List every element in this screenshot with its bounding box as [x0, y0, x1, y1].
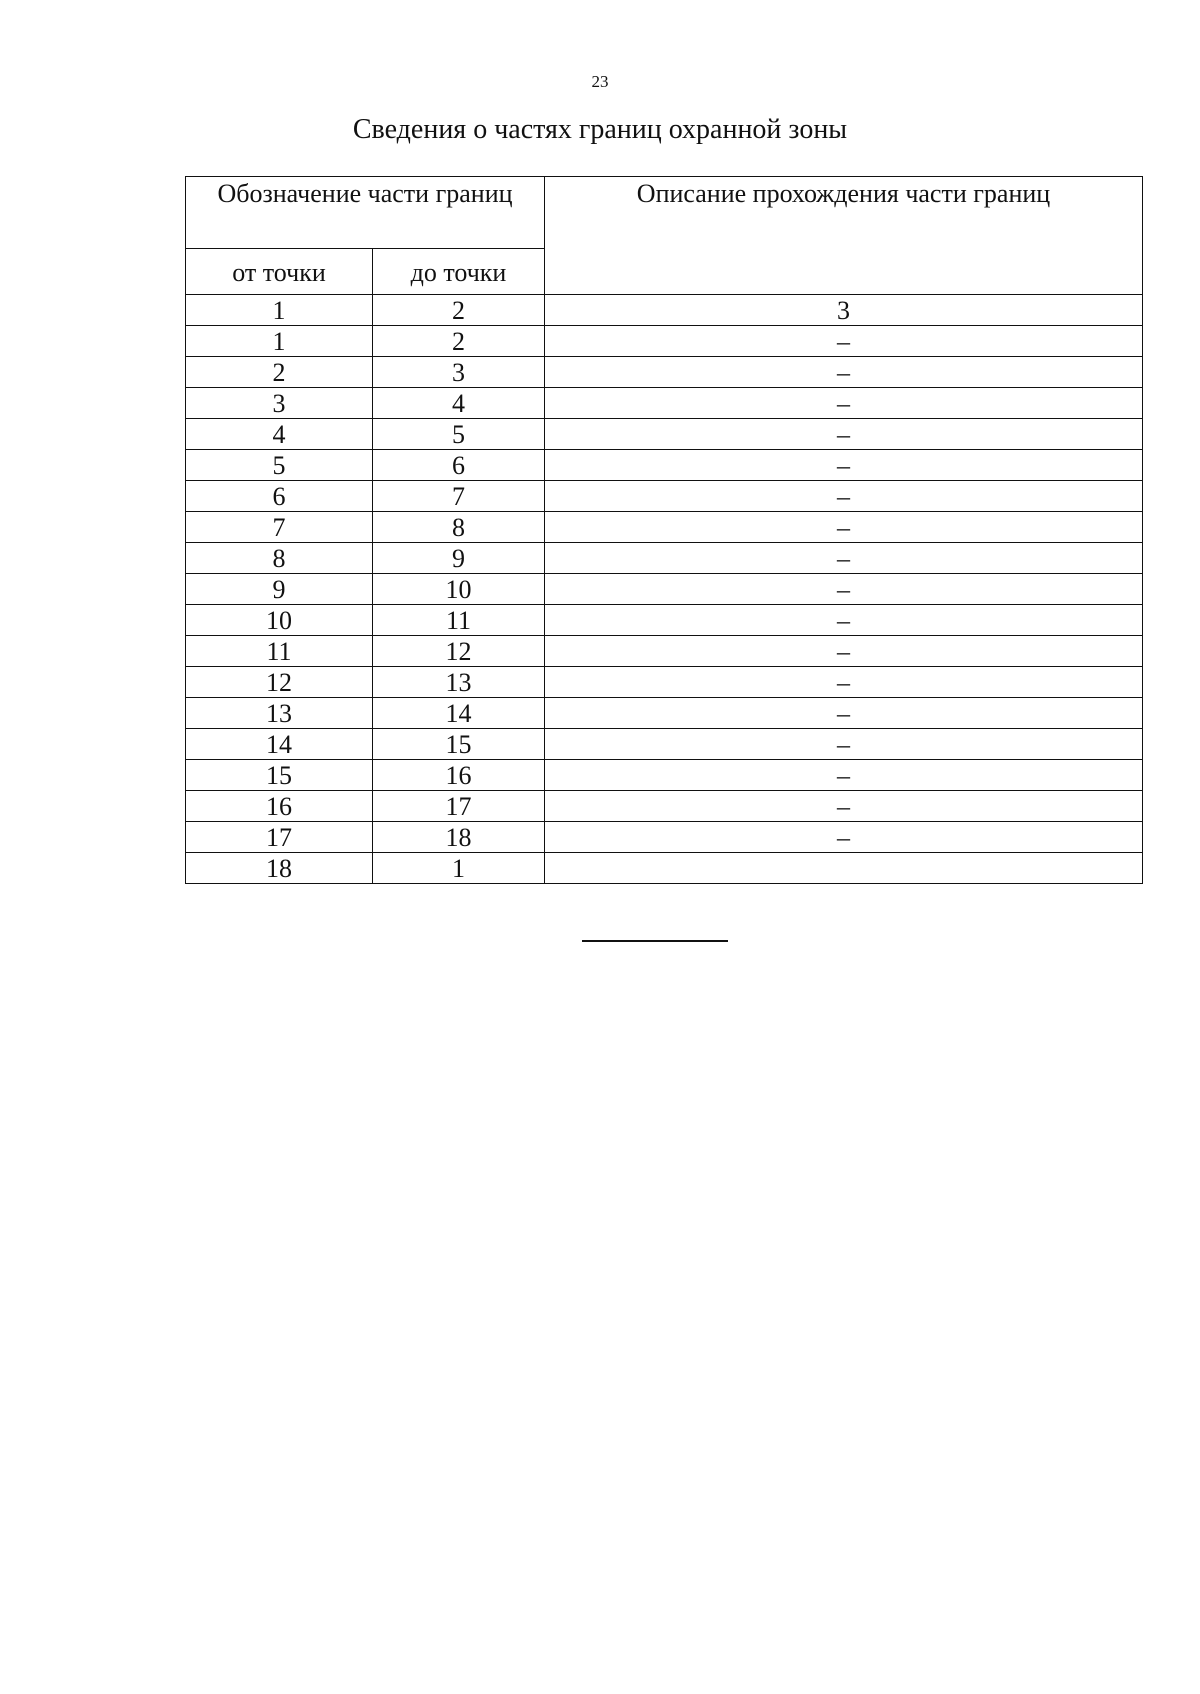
table-row [186, 481, 1143, 512]
to-point-cell: 7 [373, 481, 545, 512]
to-point-cell: 18 [373, 822, 545, 853]
description-cell: – [545, 605, 1143, 636]
from-point-cell: 8 [186, 543, 373, 574]
to-point-cell: 3 [373, 357, 545, 388]
description-cell: – [545, 760, 1143, 791]
description-cell [545, 853, 1143, 884]
description-cell: – [545, 791, 1143, 822]
column-number-3: 3 [545, 295, 1143, 326]
from-point-cell: 4 [186, 419, 373, 450]
from-point-cell: 17 [186, 822, 373, 853]
table-body [186, 295, 1143, 884]
description-cell: – [545, 729, 1143, 760]
to-point-cell: 15 [373, 729, 545, 760]
page-number: 23 [591, 72, 609, 91]
from-point-cell: 13 [186, 698, 373, 729]
from-point-cell: 14 [186, 729, 373, 760]
description-cell: – [545, 512, 1143, 543]
description-cell: – [545, 419, 1143, 450]
table-row [186, 729, 1143, 760]
description-cell: – [545, 388, 1143, 419]
table-row [186, 326, 1143, 357]
table-row [186, 419, 1143, 450]
table-row [186, 388, 1143, 419]
to-point-cell: 8 [373, 512, 545, 543]
from-point-cell: 15 [186, 760, 373, 791]
description-cell: – [545, 357, 1143, 388]
to-point-cell: 5 [373, 419, 545, 450]
to-point-cell: 10 [373, 574, 545, 605]
table-row [186, 605, 1143, 636]
from-point-cell: 2 [186, 357, 373, 388]
to-point-cell: 12 [373, 636, 545, 667]
table-row [186, 543, 1143, 574]
from-point-cell: 10 [186, 605, 373, 636]
column-number-1: 1 [186, 295, 373, 326]
to-point-cell: 11 [373, 605, 545, 636]
to-point-cell: 9 [373, 543, 545, 574]
table-row [186, 698, 1143, 729]
from-point-cell: 18 [186, 853, 373, 884]
table-row [186, 760, 1143, 791]
from-point-cell: 6 [186, 481, 373, 512]
description-cell: – [545, 481, 1143, 512]
header-boundary-description: Описание прохождения части границ [545, 177, 1143, 295]
to-point-cell: 16 [373, 760, 545, 791]
to-point-cell: 4 [373, 388, 545, 419]
header-from-point: от точки [186, 249, 373, 295]
to-point-cell: 1 [373, 853, 545, 884]
boundary-parts-table [185, 176, 1143, 884]
from-point-cell: 7 [186, 512, 373, 543]
table-row [186, 574, 1143, 605]
description-cell: – [545, 326, 1143, 357]
from-point-cell: 9 [186, 574, 373, 605]
from-point-cell: 5 [186, 450, 373, 481]
from-point-cell: 11 [186, 636, 373, 667]
to-point-cell: 14 [373, 698, 545, 729]
to-point-cell: 13 [373, 667, 545, 698]
table-row [186, 357, 1143, 388]
header-to-point: до точки [373, 249, 545, 295]
description-cell: – [545, 698, 1143, 729]
to-point-cell: 2 [373, 326, 545, 357]
from-point-cell: 3 [186, 388, 373, 419]
table-row [186, 822, 1143, 853]
description-cell: – [545, 574, 1143, 605]
header-boundary-designation: Обозначение части границ [186, 177, 545, 249]
document-title: Сведения о частях границ охранной зоны [352, 114, 848, 145]
description-cell: – [545, 636, 1143, 667]
from-point-cell: 12 [186, 667, 373, 698]
description-cell: – [545, 543, 1143, 574]
from-point-cell: 1 [186, 326, 373, 357]
column-number-2: 2 [373, 295, 545, 326]
table-row [186, 667, 1143, 698]
to-point-cell: 6 [373, 450, 545, 481]
table-row [186, 791, 1143, 822]
description-cell: – [545, 450, 1143, 481]
table-row [186, 450, 1143, 481]
from-point-cell: 16 [186, 791, 373, 822]
closing-divider-line [582, 940, 728, 942]
description-cell: – [545, 822, 1143, 853]
table-row [186, 853, 1143, 884]
description-cell: – [545, 667, 1143, 698]
table-row [186, 636, 1143, 667]
column-numbers-row [186, 295, 1143, 326]
to-point-cell: 17 [373, 791, 545, 822]
table-row [186, 512, 1143, 543]
